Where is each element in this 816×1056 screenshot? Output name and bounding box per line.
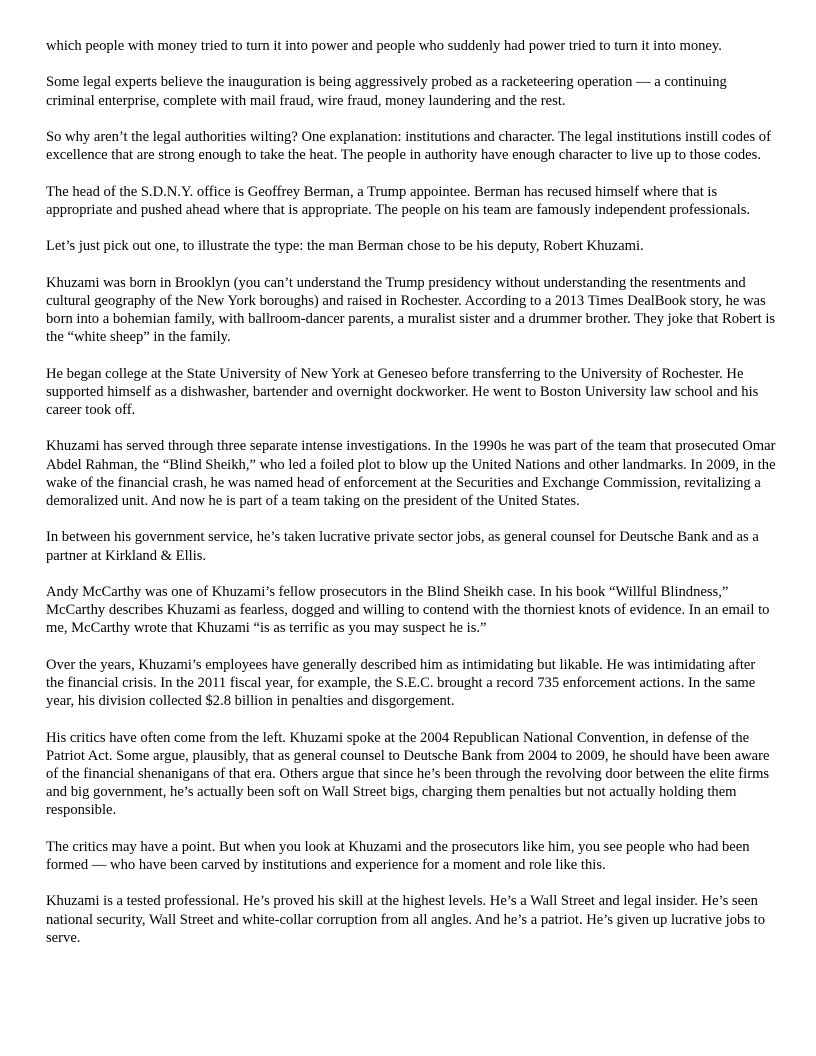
paragraph: In between his government service, he’s taken lucrative private sector jobs, as general counsel for Deutsche Bank and as a partner at Kirkland & Ellis. — [46, 529, 759, 564]
paragraph: Andy McCarthy was one of Khuzami’s fellow prosecutors in the Blind Sheikh case. In his book “Willful Blindness,” McCarthy describes Khuzami as fearless, dogged and willing to contend with the thorniest knots of evidence. In an email to me, McCarthy wrote that Khuzami “is as terrific as you may suspect he is.” — [46, 583, 770, 637]
paragraph: Khuzami is a tested professional. He’s proved his skill at the highest levels. He’s a Wall Street and legal insider. He’s seen national security, Wall Street and white-collar corruption from all angles. And he’s a patriot. He’s given up lucrative jobs to serve. — [46, 893, 765, 946]
paragraph: So why aren’t the legal authorities wilting? One explanation: institutions and character. The legal institutions instill codes of excellence that are strong enough to take the heat. The people in authority have enough character to live up to those codes. — [46, 128, 771, 164]
paragraph: Khuzami has served through three separate intense investigations. In the 1990s he was part of the team that prosecuted Omar Abdel Rahman, the “Blind Sheikh,” who led a foiled plot to blow up the United Nations and other landmarks. In 2009, in the wake of the financial crash, he was named head of enforcement at the Securities and Exchange Commission, revitalizing a demoralized unit. And now he is part of a team taking on the president of the United States. — [46, 438, 776, 509]
paragraph: Some legal experts believe the inauguration is being aggressively probed as a racketeering operation — a continuing criminal enterprise, complete with mail fraud, wire fraud, money laundering and the rest. — [46, 74, 727, 109]
paragraph: His critics have often come from the left. Khuzami spoke at the 2004 Republican National Convention, in defense of the Patriot Act. Some argue, plausibly, that as general counsel to Deutsche Bank from 2004 to 2009, he should have been aware of the financial shenanigans of that era. Others argue that since he’s been through the revolving door between the elite firms and big government, he’s actually been soft on Wall Street bigs, charging them penalties but not actually holding them responsible. — [46, 729, 770, 819]
paragraph: He began college at the State University of New York at Geneseo before transferring to the University of Rochester. He supported himself as a dishwasher, bartender and overnight dockworker. He went to Boston University law school and his career took off. — [46, 365, 759, 418]
paragraph: Khuzami was born in Brooklyn (you can’t understand the Trump presidency without understanding the resentments and cultural geography of the New York boroughs) and raised in Rochester. According to a 2013 Times DealBook story, he was born into a bohemian family, with ballroom-dancer parents, a muralist sister and a drummer brother. They joke that Robert is the “white sheep” in the family. — [46, 274, 776, 346]
document-page — [46, 37, 776, 965]
paragraph: Let’s just pick out one, to illustrate the type: the man Berman chose to be his deputy, Robert Khuzami. — [46, 238, 644, 255]
paragraph: The critics may have a point. But when you look at Khuzami and the prosecutors like him, you see people who had been formed — who have been carved by institutions and experience for a moment and role like this. — [46, 838, 750, 873]
paragraph: The head of the S.D.N.Y. office is Geoffrey Berman, a Trump appointee. Berman has recused himself where that is appropriate and pushed ahead where that is appropriate. The people on his team are famously independent professionals. — [46, 183, 751, 218]
paragraph: which people with money tried to turn it into power and people who suddenly had power tried to turn it into money. — [46, 38, 722, 54]
paragraph: Over the years, Khuzami’s employees have generally described him as intimidating but likable. He was intimidating after the financial crisis. In the 2011 fiscal year, for example, the S.E.C. brought a record 735 enforcement actions. In the same year, his division collected $2.8 billion in penalties and disgorgement. — [46, 656, 756, 710]
